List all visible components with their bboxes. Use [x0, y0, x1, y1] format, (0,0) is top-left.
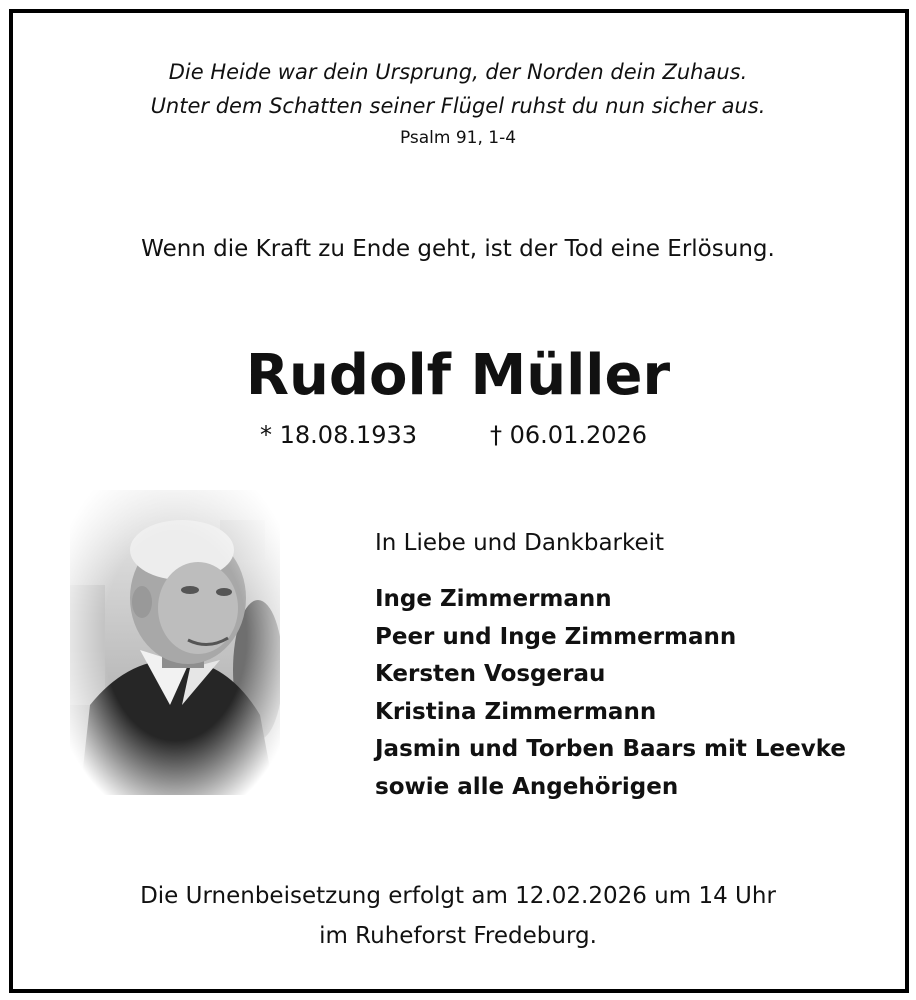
mourner-name: Kersten Vosgerau: [375, 661, 606, 687]
quote: Wenn die Kraft zu Ende geht, ist der Tod eine Erlösung.: [141, 236, 775, 262]
portrait-illustration: [70, 490, 280, 795]
mourner-name: Jasmin und Torben Baars mit Leevke: [375, 736, 847, 762]
mourner-name: Kristina Zimmermann: [375, 698, 657, 725]
portrait-photo: [70, 490, 280, 795]
verse-line-1: Die Heide war dein Ursprung, der Norden dein Zuhaus.: [168, 60, 748, 84]
verse-line-2: Unter dem Schatten seiner Flügel ruhst du nun sicher aus.: [150, 94, 766, 118]
deceased-name: Rudolf Müller: [245, 343, 671, 408]
mourners-list: [375, 581, 846, 806]
mourners-intro: In Liebe und Dankbarkeit: [375, 530, 665, 556]
mourners-block: [375, 526, 846, 806]
birth-date: * 18.08.1933: [260, 421, 418, 449]
death-date: † 06.01.2026: [490, 421, 648, 449]
mourner-name: sowie alle Angehörigen: [375, 773, 679, 800]
mourner-name: Peer und Inge Zimmermann: [375, 623, 737, 650]
burial-info-line-2: im Ruheforst Fredeburg.: [319, 923, 597, 949]
mourner-name: Inge Zimmermann: [375, 586, 612, 612]
burial-info-line-1: Die Urnenbeisetzung erfolgt am 12.02.2026 um 14 Uhr: [140, 883, 776, 909]
verse-reference: Psalm 91, 1-4: [399, 128, 517, 148]
